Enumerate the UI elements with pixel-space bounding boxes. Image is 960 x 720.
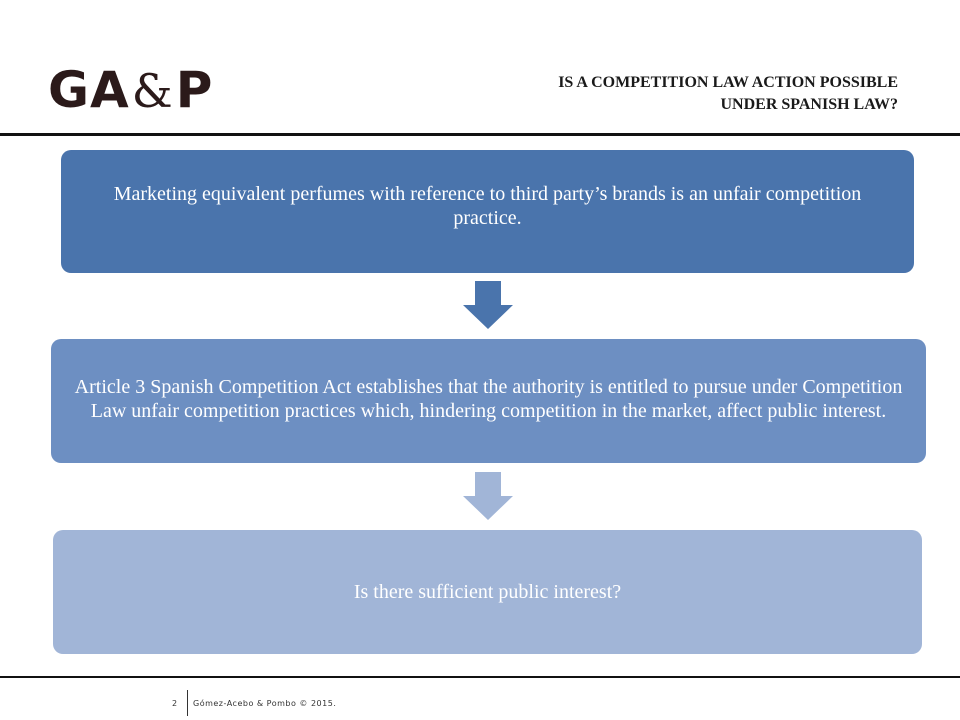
- footer-divider: [0, 676, 960, 678]
- logo-text-ga: GA: [48, 61, 130, 119]
- logo-text-p: P: [175, 61, 214, 119]
- logo-ampersand: &: [131, 64, 174, 118]
- flow-step-3: [53, 530, 922, 654]
- footer-separator: [187, 690, 188, 716]
- footer-copyright: Gómez-Acebo & Pombo © 2015.: [193, 699, 337, 708]
- down-arrow-icon: [463, 472, 513, 520]
- company-logo: [48, 62, 213, 118]
- flow-step-2-text: Article 3 Spanish Competition Act establishes that the authority is entitled to pursue under Competition Law unfair competition practices which, hindering competition in the market, affect public interest.: [74, 376, 903, 422]
- header-divider: [0, 133, 960, 136]
- flow-step-2: [51, 339, 926, 463]
- flow-step-1: [61, 150, 914, 273]
- slide-title-line-2: UNDER SPANISH LAW?: [720, 96, 898, 113]
- flow-step-3-text: Is there sufficient public interest?: [353, 581, 622, 603]
- flow-step-1-text: Marketing equivalent perfumes with reference to third party’s brands is an unfair competition practice.: [113, 182, 862, 229]
- down-arrow-icon: [463, 281, 513, 329]
- page-number: 2: [172, 699, 178, 708]
- slide-title: [418, 72, 898, 116]
- slide-title-line-1: IS A COMPETITION LAW ACTION POSSIBLE: [558, 74, 898, 91]
